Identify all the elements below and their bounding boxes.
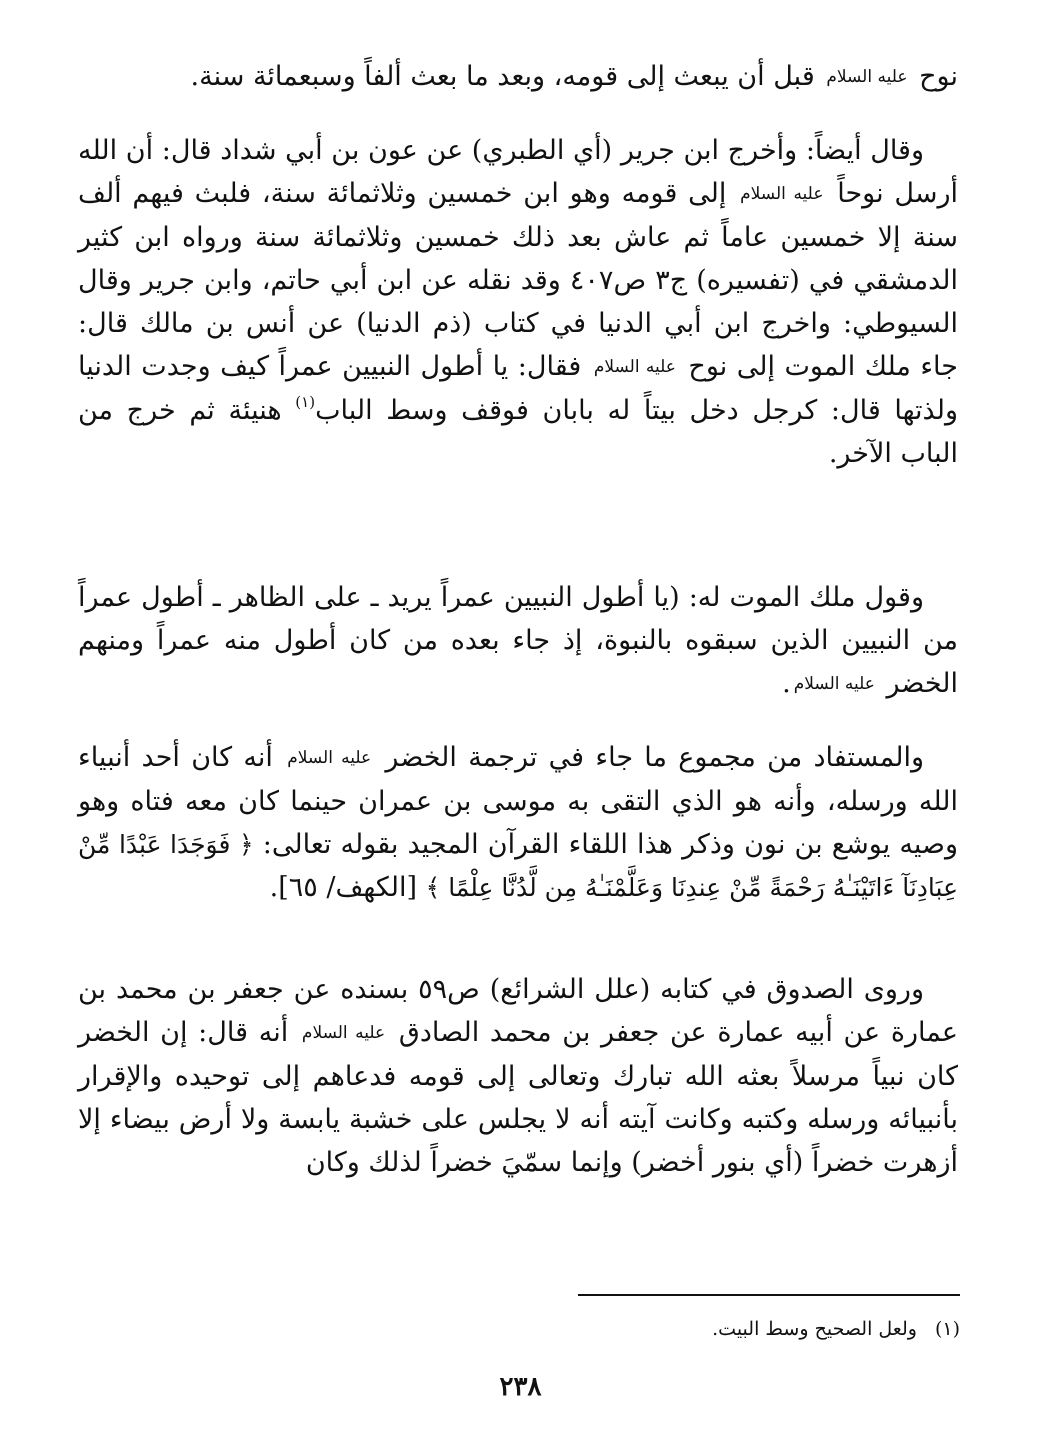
quran-verse: ﴿ فَوَجَدَا عَبْدًا مِّنْ عِبَادِنَآ ءَاتَيْنَـٰهُ رَحْمَةً مِّنْ عِندِنَا وَعَلَّمْنَـٰهُ مِن لَّدُنَّا عِلْمًا ﴾	[78, 830, 958, 902]
paragraph-text: إلى قومه وهو ابن خمسين وثلاثمائة سنة، فلبث فيهم ألف سنة إلا خمسين عاماً ثم عاش بعد ذلك خمسين وثلاثمائة سنة ورواه ابن كثير الدمشقي في (تفسيره) ج٣ ص٤٠٧ وقد نقله عن ابن أبي حاتم، وابن جرير وقال السيوطي: واخرج ابن أبي الدنيا في كتاب (ذم الدنيا) عن أنس بن مالك قال: جاء ملك الموت إلى نوح	[78, 178, 958, 382]
footnote-separator	[578, 1294, 960, 1296]
paragraph-text: أنه قال: إن الخضر كان نبياً مرسلاً بعثه الله تبارك وتعالى إلى قومه فدعاهم إلى توحيده والإقرار بأنبيائه ورسله وكتبه وكانت آيته أنه لا يجلس على خشبة يابسة ولا أرض بيضاء إلا أزهرت خضراً (أي بنور أخضر) وإنما سمّيَ خضراً لذلك وكان	[78, 1017, 958, 1178]
paragraph-saduq	[78, 968, 958, 1184]
footnote-number: (١)	[934, 1318, 960, 1340]
paragraph-ibn-jarir	[78, 129, 958, 475]
paragraph-text: وروى الصدوق في كتابه (علل الشرائع) ص٥٩ بسنده عن جعفر بن محمد بن عمارة عن أبيه عمارة عن جعفر بن محمد الصادق	[78, 974, 958, 1048]
honorific-glyph: عليه السلام	[301, 1023, 386, 1043]
verse-citation: [الكهف/ ٦٥].	[269, 872, 418, 903]
paragraph-continuation	[78, 55, 958, 99]
paragraph-text: .	[782, 668, 791, 699]
paragraph-text: والمستفاد من مجموع ما جاء في ترجمة الخضر	[385, 742, 924, 773]
paragraph-text: قبل أن يبعث إلى قومه، وبعد ما بعث ألفاً وسبعمائة سنة.	[190, 61, 815, 92]
honorific-glyph: عليه السلام	[826, 67, 908, 87]
paragraph-text: نوح	[919, 61, 958, 92]
honorific-glyph: عليه السلام	[793, 674, 875, 694]
paragraph-angel-of-death	[78, 576, 958, 706]
honorific-glyph: عليه السلام	[740, 184, 824, 204]
page-number: ٢٣٨	[499, 1372, 542, 1402]
paragraph-text: وقول ملك الموت له: (يا أطول النبيين عمراً يريد ـ على الظاهر ـ أطول عمراً من النبيين الذين سبقوه بالنبوة، إذ جاء بعده من كان أطول منه عمراً ومنهم الخضر	[78, 582, 958, 699]
paragraph-text: أنه كان أحد أنبياء الله ورسله، وأنه هو الذي التقى به موسى بن عمران حينما كان معه فتاه وهو وصيه يوشع بن نون وذكر هذا اللقاء القرآن المجيد بقوله تعالى:	[78, 742, 958, 860]
footnote	[712, 1316, 960, 1342]
honorific-glyph: عليه السلام	[287, 748, 372, 768]
footnote-text: ولعل الصحيح وسط البيت.	[712, 1318, 917, 1340]
paragraph-text: فقال: يا أطول النبيين عمراً كيف وجدت الدنيا ولذتها قال: كرجل دخل بيتاً له بابان فوقف وسط الباب	[78, 351, 958, 426]
paragraph-khidr	[78, 736, 958, 909]
paragraph-text: هنيئة ثم خرج من الباب الآخر.	[78, 395, 958, 469]
honorific-glyph: عليه السلام	[593, 357, 676, 377]
footnote-reference[interactable]: (١)	[295, 393, 316, 411]
paragraph-text: وقال أيضاً: وأخرج ابن جرير (أي الطبري) عن عون بن أبي شداد قال: أن الله أرسل نوحاً	[78, 135, 958, 209]
